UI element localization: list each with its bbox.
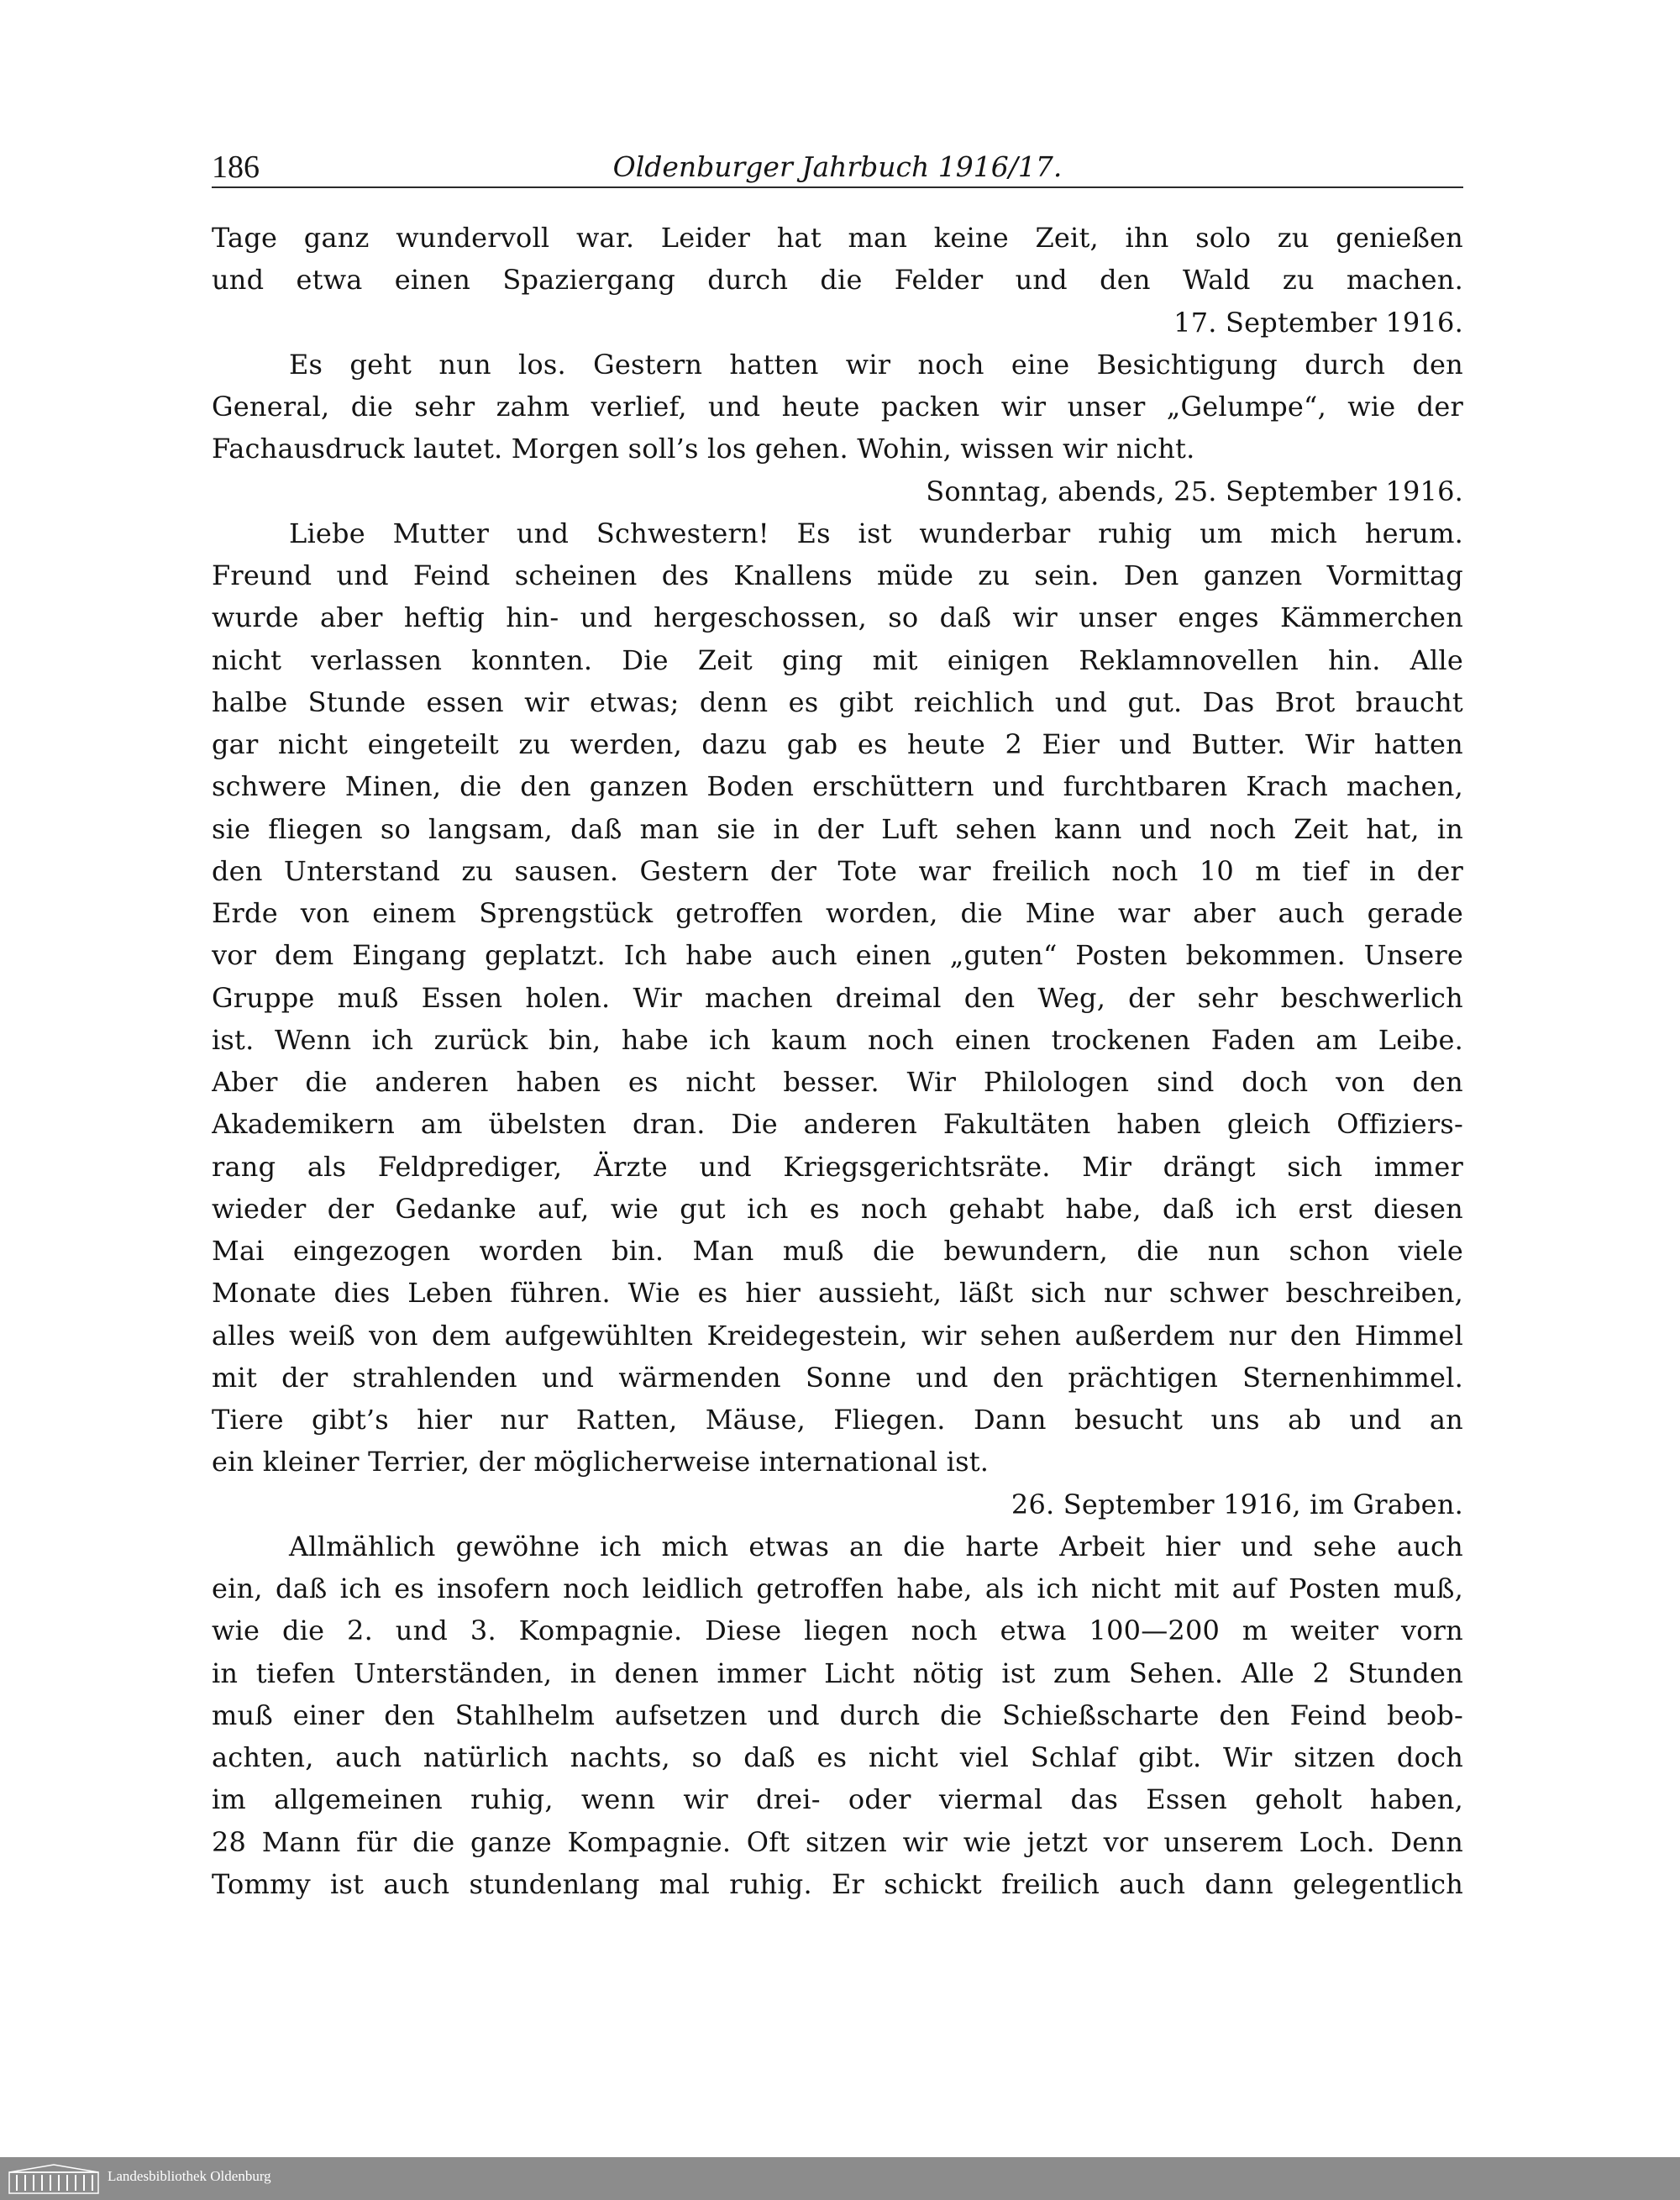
library-name[interactable]: Landesbibliothek Oldenburg bbox=[108, 2168, 271, 2184]
text-line: General, die sehr zahm verlief, und heute packen wir unser „Gelumpe“, wie der bbox=[212, 391, 1463, 423]
text-line: Aber die anderen haben es nicht besser. Wir Philologen sind doch von den bbox=[212, 1066, 1463, 1098]
page-number: 186 bbox=[212, 150, 260, 185]
library-building-icon bbox=[8, 2164, 99, 2194]
text-line: wieder der Gedanke auf, wie gut ich es noch gehabt habe, daß ich erst diesen bbox=[212, 1192, 1463, 1225]
text-line: Freund und Feind scheinen des Knallens müde zu sein. Den ganzen Vormittag bbox=[212, 559, 1463, 591]
text-line: vor dem Eingang geplatzt. Ich habe auch einen „guten“ Posten bekommen. Unsere bbox=[212, 939, 1463, 972]
text-line: Mai eingezogen worden bin. Man muß die bewundern, die nun schon viele bbox=[212, 1235, 1463, 1267]
header-rule bbox=[212, 186, 1463, 188]
text-line: ein, daß ich es insofern noch leidlich getroffen habe, als ich nicht mit auf Posten muß, bbox=[212, 1573, 1463, 1604]
text-line: wurde aber heftig hin- und hergeschossen, so daß wir unser enges Kämmerchen bbox=[212, 601, 1463, 634]
text-line: Erde von einem Sprengstück getroffen worden, die Mine war aber auch gerade bbox=[212, 897, 1463, 929]
text-line: gar nicht eingeteilt zu werden, dazu gab es heute 2 Eier und Butter. Wir hatten bbox=[212, 728, 1463, 760]
text-line: Fachausdruck lautet. Morgen soll’s los gehen. Wohin, wissen wir nicht. bbox=[212, 433, 1195, 465]
date-line: 26. September 1916, im Graben. bbox=[1011, 1488, 1463, 1520]
text-line: ist. Wenn ich zurück bin, habe ich kaum noch einen trockenen Faden am Leibe. bbox=[212, 1023, 1463, 1056]
text-line: und etwa einen Spaziergang durch die Felder und den Wald zu machen. bbox=[212, 264, 1463, 297]
text-line: muß einer den Stahlhelm aufsetzen und durch die Schießscharte den Feind beob- bbox=[212, 1699, 1463, 1731]
text-line: Tage ganz wundervoll war. Leider hat man keine Zeit, ihn solo zu genießen bbox=[212, 222, 1463, 254]
date-line: Sonntag, abends, 25. September 1916. bbox=[926, 475, 1463, 507]
text-line: mit der strahlenden und wärmenden Sonne und den prächtigen Sternenhimmel. bbox=[212, 1361, 1463, 1394]
text-line: Liebe Mutter und Schwestern! Es ist wunderbar ruhig um mich herum. bbox=[289, 517, 1463, 549]
text-line: ein kleiner Terrier, der möglicherweise international ist. bbox=[212, 1446, 990, 1478]
text-line: sie fliegen so langsam, daß man sie in der Luft sehen kann und noch Zeit hat, in bbox=[212, 812, 1463, 845]
text-line: achten, auch natürlich nachts, so daß es nicht viel Schlaf gibt. Wir sitzen doch bbox=[212, 1741, 1463, 1773]
text-line: in tiefen Unterständen, in denen immer Licht nötig ist zum Sehen. Alle 2 Stunden bbox=[212, 1657, 1463, 1689]
text-line: Monate dies Leben führen. Wie es hier aussieht, läßt sich nur schwer beschreiben, bbox=[212, 1277, 1463, 1310]
text-line: Tommy ist auch stundenlang mal ruhig. Er schickt freilich auch dann gelegentlich bbox=[212, 1867, 1463, 1900]
text-line: Es geht nun los. Gestern hatten wir noch eine Besichtigung durch den bbox=[289, 348, 1463, 381]
page-header bbox=[212, 139, 1463, 187]
text-line: wie die 2. und 3. Kompagnie. Diese liegen noch etwa 100—200 m weiter vorn bbox=[212, 1615, 1463, 1647]
text-line: halbe Stunde essen wir etwas; denn es gibt reichlich und gut. Das Brot braucht bbox=[212, 685, 1463, 718]
text-line: den Unterstand zu sausen. Gestern der Tote war freilich noch 10 m tief in der bbox=[212, 854, 1463, 887]
text-line: Akademikern am übelsten dran. Die anderen Fakultäten haben gleich Offiziers- bbox=[212, 1108, 1463, 1141]
text-line: Tiere gibt’s hier nur Ratten, Mäuse, Fliegen. Dann besucht uns ab und an bbox=[212, 1404, 1463, 1436]
body-text bbox=[212, 217, 1463, 1905]
text-line: rang als Feldprediger, Ärzte und Kriegsgerichtsräte. Mir drängt sich immer bbox=[212, 1150, 1463, 1183]
text-line: Allmählich gewöhne ich mich etwas an die harte Arbeit hier und sehe auch bbox=[289, 1530, 1463, 1562]
text-line: nicht verlassen konnten. Die Zeit ging mit einigen Reklamnovellen hin. Alle bbox=[212, 643, 1463, 676]
text-line: im allgemeinen ruhig, wenn wir drei- oder viermal das Essen geholt haben, bbox=[212, 1783, 1463, 1816]
text-line: schwere Minen, die den ganzen Boden erschüttern und furchtbaren Krach machen, bbox=[212, 770, 1463, 803]
library-footer-bar bbox=[0, 2157, 1680, 2200]
text-line: 28 Mann für die ganze Kompagnie. Oft sitzen wir wie jetzt vor unserem Loch. Denn bbox=[212, 1825, 1463, 1858]
running-title: Oldenburger Jahrbuch 1916/17. bbox=[612, 150, 1063, 183]
date-line: 17. September 1916. bbox=[1173, 306, 1463, 339]
text-line: Gruppe muß Essen holen. Wir machen dreimal den Weg, der sehr beschwerlich bbox=[212, 981, 1463, 1014]
text-line: alles weiß von dem aufgewühlten Kreidegestein, wir sehen außerdem nur den Himmel bbox=[212, 1319, 1463, 1352]
